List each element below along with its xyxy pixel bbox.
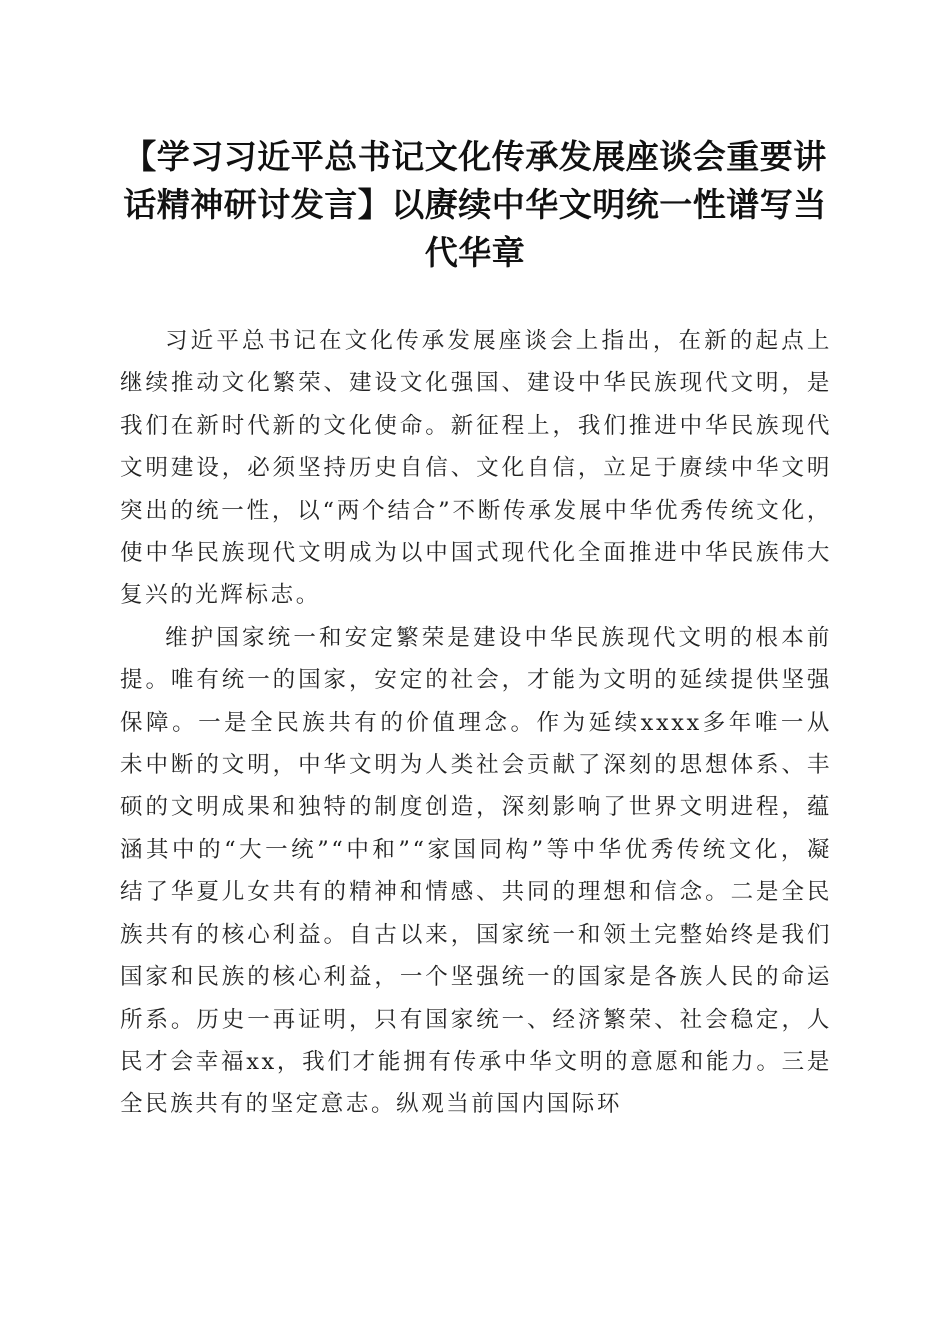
document-title: 【学习习近平总书记文化传承发展座谈会重要讲话精神研讨发言】以赓续中华文明统一性谱写当代华章: [123, 137, 827, 272]
paragraph-intro: 习近平总书记在文化传承发展座谈会上指出，在新的起点上继续推动文化繁荣、建设文化强国、建设中华民族现代文明，是我们在新时代新的文化使命。新征程上，我们推进中华民族现代文明建设，必须坚持历史自信、文化自信，立足于赓续中华文明突出的统一性，以“两个结合”不断传承发展中华优秀传统文化，使中华民族现代文明成为以中国式现代化全面推进中华民族伟大复兴的光辉标志。: [120, 328, 832, 609]
document-body: [120, 320, 832, 1126]
paragraph-unity: 维护国家统一和安定繁荣是建设中华民族现代文明的根本前提。唯有统一的国家，安定的社会，才能为文明的延续提供坚强保障。一是全民族共有的价值理念。作为延续xxxx多年唯一从未中断的文明，中华文明为人类社会贡献了深刻的思想体系、丰硕的文明成果和独特的制度创造，深刻影响了世界文明进程，蕴涵其中的“大一统”“中和”“家国同构”等中华优秀传统文化，凝结了华夏儿女共有的精神和情感、共同的理想和信念。二是全民族共有的核心利益。自古以来，国家统一和领土完整始终是我们国家和民族的核心利益，一个坚强统一的国家是各族人民的命运所系。历史一再证明，只有国家统一、经济繁荣、社会稳定，人民才会幸福xx，我们才能拥有传承中华文明的意愿和能力。三是全民族共有的坚定意志。纵观当前国内国际环: [120, 624, 832, 1118]
